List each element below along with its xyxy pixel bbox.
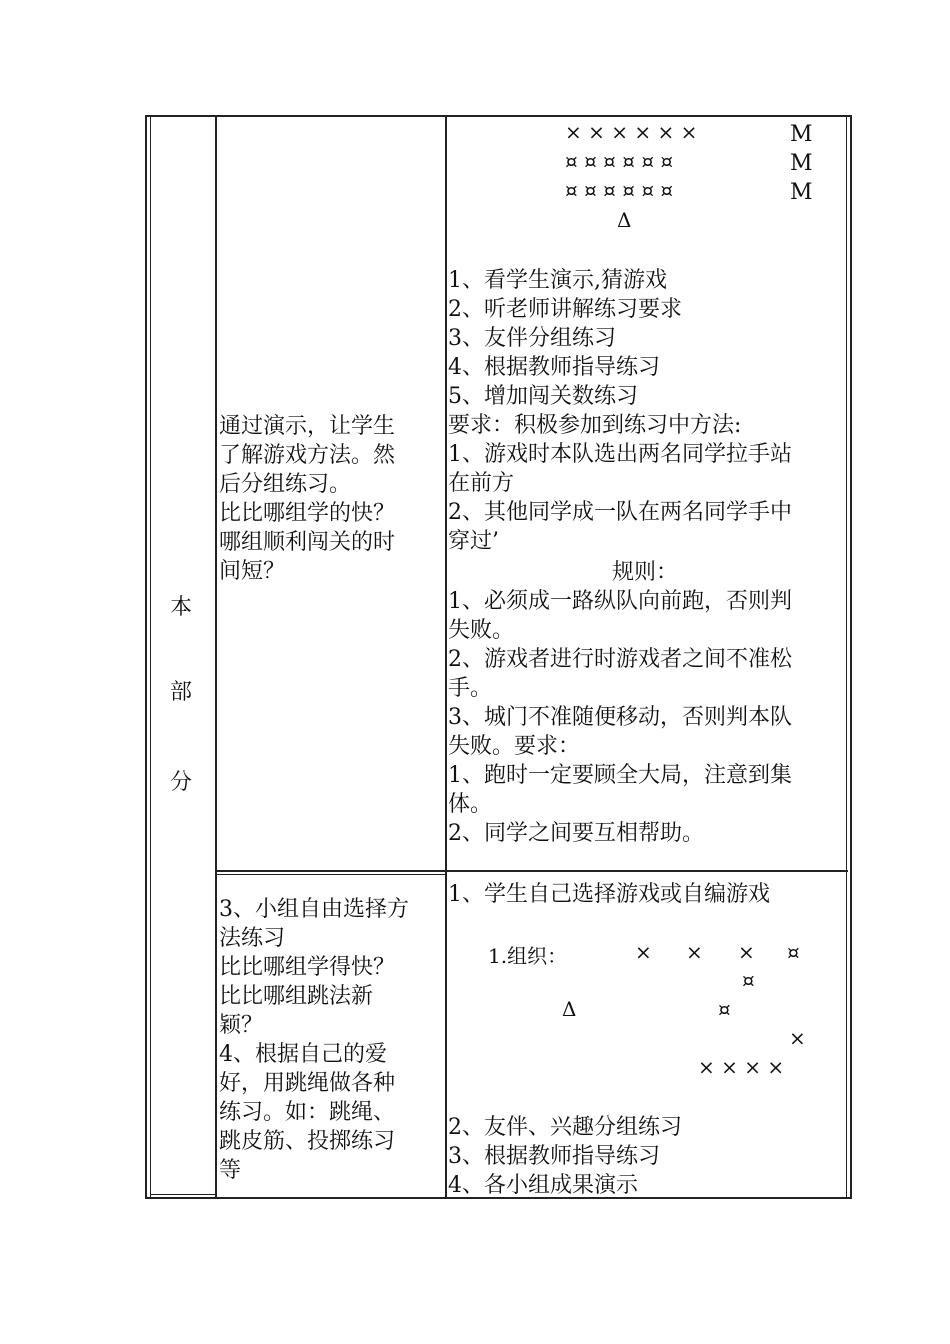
rule-line: 2、同学之间要互相帮助。	[448, 821, 704, 846]
purpose-line: 后分组练习。	[219, 472, 352, 497]
purpose-line: 好，用跳绳做各种	[219, 1071, 396, 1096]
rule-line: 1、跑时一定要顾全大局，注意到集	[448, 763, 792, 788]
bottom-inner-line	[150, 1194, 216, 1195]
purpose-line: 跳皮筋、投掷练习	[219, 1129, 396, 1154]
section-char-1: 本	[170, 595, 193, 620]
section-char-2: 部	[170, 680, 193, 705]
purpose-line: 3、小组自由选择方	[219, 897, 409, 922]
org-mark: ¤	[787, 940, 800, 964]
formation-row: ¤ ¤ ¤ ¤ ¤ ¤	[565, 178, 674, 202]
requirement-line: 穿过’	[448, 529, 499, 554]
formation-row: ¤ ¤ ¤ ¤ ¤ ¤	[565, 149, 674, 173]
m-mark: M	[790, 122, 813, 147]
rule-line: 手。	[448, 676, 493, 701]
rule-line: 体。	[448, 792, 493, 817]
col-divider-4	[846, 117, 847, 1197]
formation-row: × × × × × ×	[565, 120, 698, 144]
purpose-line: 4、根据自己的爱	[219, 1042, 387, 1067]
purpose-line: 颖？	[219, 1013, 264, 1038]
rules-title: 规则：	[612, 560, 679, 585]
step-line: 2、听老师讲解练习要求	[448, 297, 682, 322]
step-line: 4、根据教师指导练习	[448, 355, 660, 380]
requirement-line: 1、游戏时本队选出两名同学拉手站	[448, 442, 792, 467]
rule-line: 1、必须成一路纵队向前跑，否则判	[448, 589, 792, 614]
purpose-line: 法练习	[219, 926, 286, 951]
org-label: 1.组织：	[488, 944, 568, 968]
requirement-line: 在前方	[448, 471, 515, 496]
org-mark: ×	[789, 1026, 806, 1050]
rule-line: 2、游戏者进行时游戏者之间不准松	[448, 647, 792, 672]
requirement-line: 2、其他同学成一队在两名同学手中	[448, 500, 792, 525]
m-mark: M	[790, 180, 813, 205]
purpose-line: 哪组顺利闯关的时	[219, 530, 396, 555]
col-divider-2	[215, 117, 217, 1197]
purpose-line: 等	[219, 1158, 242, 1183]
requirement-line: 要求：积极参加到练习中方法:	[448, 413, 742, 438]
step-line: 1、看学生演示,猜游戏	[448, 268, 667, 293]
purpose-line: 间短？	[219, 559, 286, 584]
rule-line: 失败。	[448, 618, 515, 643]
org-mark: ×	[686, 940, 703, 964]
org-mark: ×	[635, 940, 652, 964]
teacher-mark: Δ	[617, 208, 632, 232]
col-divider-3	[445, 117, 447, 1197]
purpose-line: 了解游戏方法。然	[219, 443, 396, 468]
org-mark: ¤	[742, 968, 755, 992]
purpose-line: 比比哪组学的快？	[219, 501, 396, 526]
purpose-line: 比比哪组学得快？	[219, 955, 396, 980]
step-line: 5、增加闯关数练习	[448, 384, 638, 409]
org-mark: ×	[738, 940, 755, 964]
step-line: 3、友伴分组练习	[448, 326, 616, 351]
section-char-3: 分	[170, 770, 193, 795]
row-divider	[215, 870, 848, 872]
step-line: 2、友伴、兴趣分组练习	[448, 1115, 682, 1140]
m-mark: M	[790, 151, 813, 176]
rule-line: 3、城门不准随便移动，否则判本队	[448, 705, 792, 730]
step-line: 3、根据教师指导练习	[448, 1144, 660, 1169]
lower-step-1: 1、学生自己选择游戏或自编游戏	[448, 882, 770, 907]
teacher-mark: Δ	[562, 997, 577, 1021]
purpose-line: 比比哪组跳法新	[219, 984, 374, 1009]
col-divider-1a	[150, 117, 151, 1197]
step-line: 4、各小组成果演示	[448, 1173, 638, 1198]
row-divider-inner	[217, 874, 446, 875]
org-mark-row: × × × ×	[698, 1055, 785, 1079]
rule-line: 失败。要求：	[448, 734, 581, 759]
purpose-line: 练习。如：跳绳、	[219, 1100, 396, 1125]
purpose-line: 通过演示，让学生	[219, 414, 396, 439]
org-mark: ¤	[718, 997, 731, 1021]
